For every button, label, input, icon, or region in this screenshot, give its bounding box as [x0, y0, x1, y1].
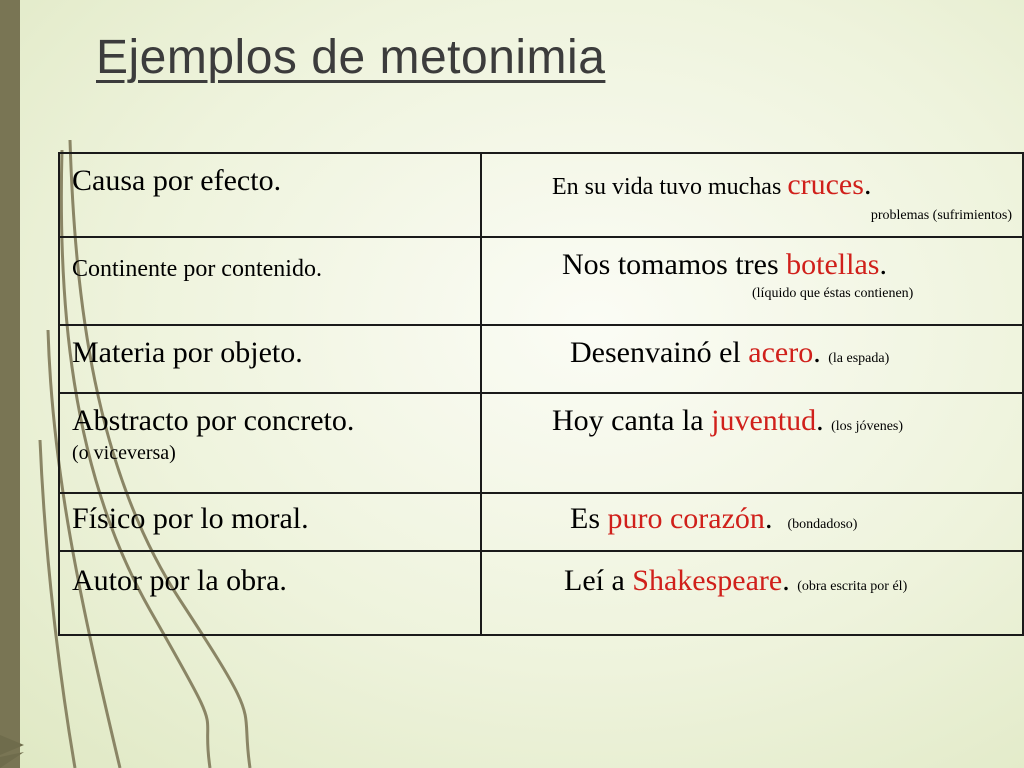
- example-sentence: [482, 238, 1022, 282]
- category-cell: [59, 393, 481, 493]
- example-text: Hoy canta la: [552, 404, 712, 437]
- metonym-word: juventud: [711, 404, 817, 437]
- category-cell: [59, 551, 481, 635]
- example-punct: .: [813, 336, 829, 369]
- table-row: [59, 153, 1023, 237]
- example-punct: .: [764, 502, 788, 535]
- example-cell: [481, 551, 1023, 635]
- table-row: [59, 237, 1023, 325]
- example-cell: [481, 153, 1023, 237]
- example-text: En su vida tuvo muchas: [552, 174, 788, 200]
- table-row: [59, 493, 1023, 551]
- example-note: (la espada): [828, 351, 890, 366]
- example-note: (los jóvenes): [831, 419, 904, 434]
- category-label: [60, 394, 480, 468]
- metonym-word: Shakespeare: [632, 564, 783, 597]
- example-note: (bondadoso): [787, 517, 858, 532]
- example-cell: [481, 493, 1023, 551]
- example-sentence: [482, 552, 1022, 604]
- examples-table: [58, 152, 1024, 636]
- category-cell: [59, 493, 481, 551]
- metonym-word: botellas: [786, 248, 880, 281]
- example-text: Nos tomamos tres: [562, 248, 787, 281]
- example-punct: .: [782, 564, 798, 597]
- example-punct: .: [879, 248, 887, 281]
- metonym-word: cruces: [787, 168, 864, 201]
- example-sentence: [482, 494, 1022, 542]
- example-sentence: [482, 154, 1022, 204]
- metonym-word: acero: [748, 336, 814, 369]
- example-note: (obra escrita por él): [797, 579, 908, 594]
- page-title: Ejemplos de metonimia: [96, 31, 606, 84]
- left-accent-bar: [0, 0, 20, 768]
- metonym-word: puro corazón: [607, 502, 765, 535]
- example-cell: [481, 325, 1023, 393]
- example-note: (líquido que éstas contienen): [752, 286, 914, 301]
- example-sentence: [482, 394, 1022, 444]
- example-cell: [481, 393, 1023, 493]
- category-label: Físico por lo moral.: [72, 502, 309, 535]
- category-label: Continente por contenido.: [72, 256, 322, 282]
- example-punct: .: [863, 168, 872, 201]
- example-note: problemas (sufrimientos): [870, 208, 1012, 223]
- table-row: [59, 551, 1023, 635]
- example-punct: .: [816, 404, 832, 437]
- example-text: Es: [570, 502, 608, 535]
- category-label: Autor por la obra.: [72, 564, 287, 597]
- category-label: Causa por efecto.: [72, 164, 282, 197]
- category-subnote: (o viceversa): [72, 442, 176, 464]
- table-row: [59, 393, 1023, 493]
- example-text: Leí a: [564, 564, 633, 597]
- table-row: [59, 325, 1023, 393]
- example-text: Desenvainó el: [570, 336, 749, 369]
- category-cell: [59, 237, 481, 325]
- category-cell: [59, 325, 481, 393]
- category-label: Materia por objeto.: [72, 336, 303, 369]
- example-sentence: [482, 326, 1022, 376]
- example-cell: [481, 237, 1023, 325]
- category-text: Abstracto por concreto.: [72, 404, 355, 437]
- category-cell: [59, 153, 481, 237]
